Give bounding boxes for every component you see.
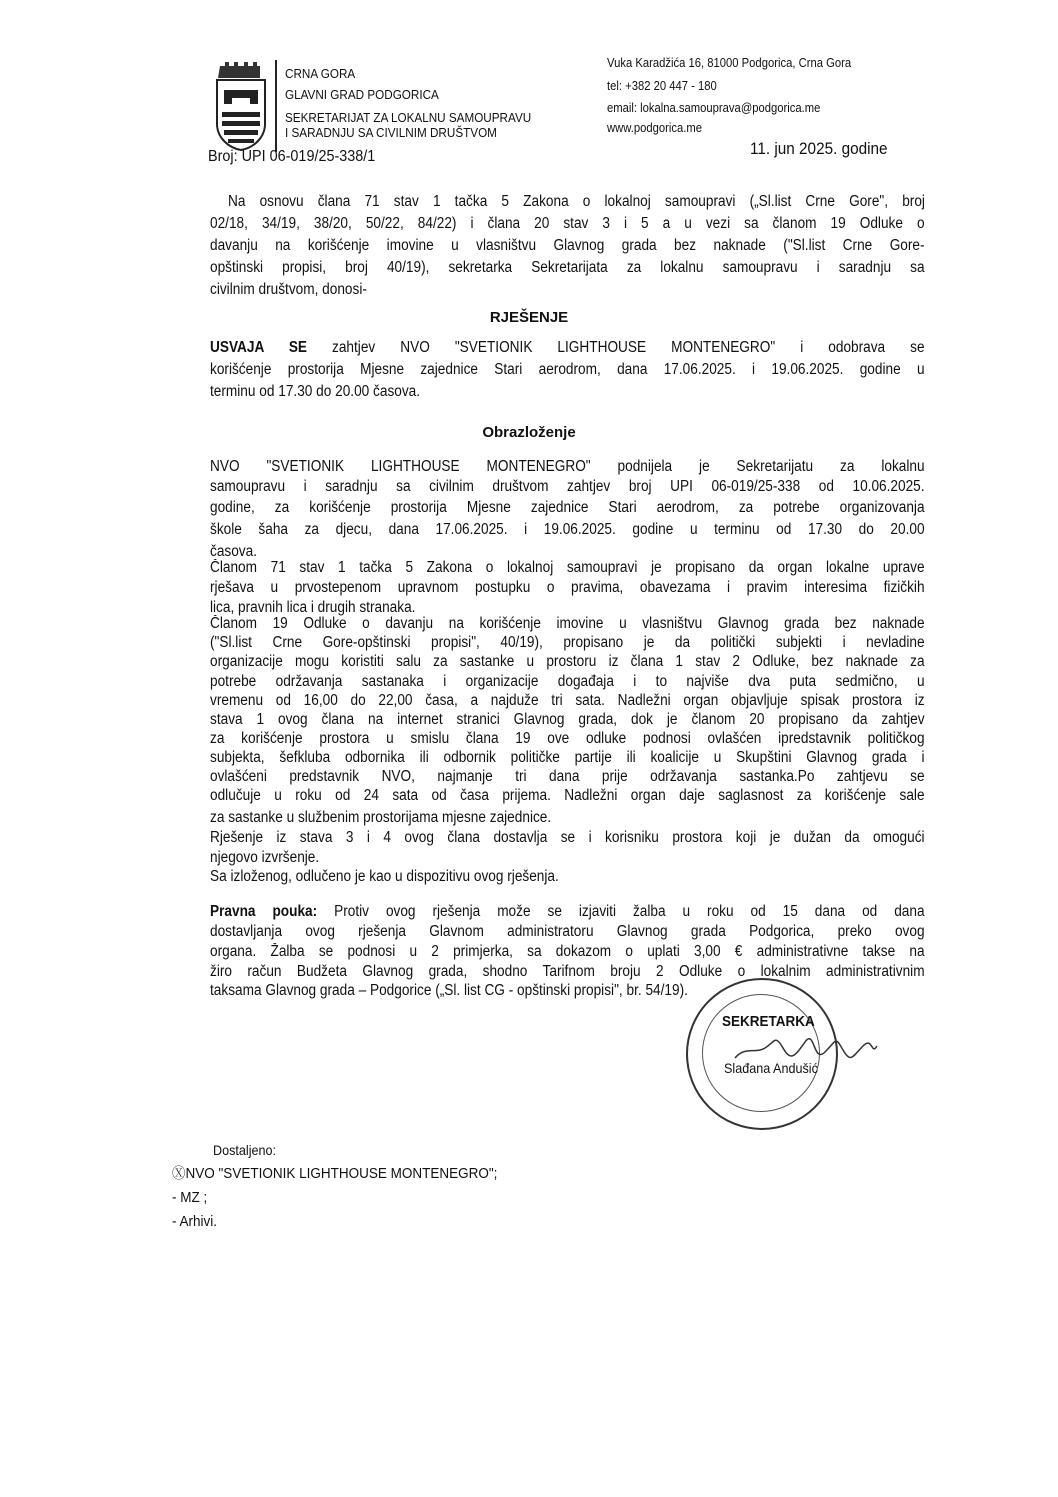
- document-date: 11. jun 2025. godine: [750, 139, 888, 158]
- org-secretariat-2: I SARADNJU SA CIVILNIM DRUŠTVOM: [285, 125, 497, 140]
- intro-line: 02/18, 34/19, 38/20, 50/22, 84/22) i člana 20 stav 3 i 5 a u vezi sa članom 19 Odluke o: [210, 215, 925, 232]
- reasoning-line: škole šaha za djecu, dana 17.06.2025. i 19.06.2025. godine u terminu od 17.30 do 20.00: [210, 521, 925, 538]
- decision-title: RJEŠENJE: [489, 309, 569, 326]
- legal-notice-line: organa. Žalba se podnosi u 2 primjerka, sa dokazom o uplati 3,00 € administrativne takse na: [210, 943, 925, 960]
- intro-line: Na osnovu člana 71 stav 1 tačka 5 Zakona o lokalnoj samoupravi („Sl.list Crne Gore", broj: [228, 193, 925, 210]
- reasoning-line: vremenu od 16,00 do 22,00 časa, a najduže tri sata. Nadležni organ objavljuje spisak prostora iz: [210, 692, 925, 709]
- reasoning-line: Rješenje iz stava 3 i 4 ovog člana dostavlja se i korisniku prostora koji je dužan da omogući: [210, 829, 925, 846]
- distribution-label: Dostaljeno:: [213, 1142, 277, 1158]
- contact-email: email: lokalna.samouprava@podgorica.me: [607, 101, 821, 115]
- reasoning-line: ovlašćeni predstavnik NVO, najmanje tri dana prije održavanja sastanka.Po zahtjevu se: [210, 768, 925, 785]
- reasoning-line: Članom 19 Odluke o davanju na korišćenje imovine u vlasništvu Glavnog grada bez naknade: [210, 615, 925, 632]
- reasoning-line: subjekta, šefkluba odbornika ili odbornik političke partije ili koalicije u Skupštini Glavnog grada i: [210, 749, 925, 766]
- header-divider: [275, 60, 277, 152]
- contact-address: Vuka Karadžića 16, 81000 Podgorica, Crna Gora: [607, 56, 852, 70]
- reasoning-line: NVO "SVETIONIK LIGHTHOUSE MONTENEGRO" podnijela je Sekretarijatu za lokalnu: [210, 458, 925, 475]
- legal-notice-line: žiro račun Budžeta Glavnog grada, shodno Tarifnom broju 2 Odluke o lokalnim administrativnim: [210, 963, 925, 980]
- intro-line: civilnim društvom, donosi-: [210, 281, 367, 298]
- reasoning-line: rješava u prvostepenom upravnom postupku o pravima, obavezama i pravim interesima fizičkih: [210, 579, 925, 596]
- org-city: GLAVNI GRAD PODGORICA: [285, 87, 439, 102]
- reasoning-line: Sa izloženog, odlučeno je kao u dispozitivu ovog rješenja.: [210, 868, 559, 885]
- reasoning-line: godine, za korišćenje prostorija Mjesne zajednice Stari aerodrom, za potrebe organizovanja: [210, 499, 925, 516]
- org-secretariat-1: SEKRETARIJAT ZA LOKALNU SAMOUPRAVU: [285, 110, 532, 125]
- check-mark-icon: Ⓧ: [172, 1165, 186, 1182]
- reasoning-line: za sastanke u službenim prostorijama mjesne zajednice.: [210, 809, 552, 826]
- reasoning-line: potrebe održavanja sastanaka i organizacije događaja i to najviše dva puta sedmično, u: [210, 673, 925, 690]
- signatory-title: SEKRETARKA: [722, 1013, 815, 1030]
- intro-line: davanju na korišćenje imovine u vlasništvu Glavnog grada bez naknade ("Sl.list Crne Gore-: [210, 237, 925, 254]
- legal-notice-line: Pravna pouka: Protiv ovog rješenja može se izjaviti žalba u roku od 15 dana od dana: [210, 903, 925, 920]
- intro-line: opštinski propisi, broj 40/19), sekretarka Sekretarijata za lokalnu samoupravu i saradnju sa: [210, 259, 925, 276]
- coat-of-arms-logo: [214, 60, 268, 152]
- decision-lead: USVAJA SE: [210, 339, 308, 356]
- decision-line: USVAJA SE zahtjev NVO "SVETIONIK LIGHTHOUSE MONTENEGRO" i odobrava se: [210, 339, 925, 356]
- org-country: CRNA GORA: [285, 66, 356, 81]
- reasoning-line: organizacije mogu koristiti salu za sastanke u prostoru iz člana 1 stav 2 Odluke, bez naknade za: [210, 653, 925, 670]
- decision-line: korišćenje prostorija Mjesne zajednice Stari aerodrom, dana 17.06.2025. i 19.06.2025. godine u: [210, 361, 925, 378]
- distribution-item: - Arhivi.: [172, 1213, 218, 1230]
- reasoning-title: Obrazloženje: [482, 424, 576, 441]
- document-number: Broj: UPI 06-019/25-338/1: [208, 148, 376, 165]
- reasoning-line: časova.: [210, 543, 258, 560]
- reasoning-line: ("Sl.list Crne Gore-opštinski propisi", 40/19), propisano je da politički subjekti i nevladine: [210, 634, 925, 651]
- legal-notice-line: dostavljanja ovog rješenja Glavnom administratoru Glavnog grada Podgorica, preko ovog: [210, 923, 925, 940]
- reasoning-line: njegovo izvršenje.: [210, 849, 320, 866]
- legal-notice-lead: Pravna pouka:: [210, 903, 318, 920]
- contact-phone: tel: +382 20 447 - 180: [607, 79, 717, 93]
- legal-notice-line: taksama Glavnog grada – Podgorice („Sl. list CG - opštinski propisi", br. 54/19).: [210, 982, 688, 999]
- signatory-name: Slađana Andušić: [724, 1060, 818, 1076]
- reasoning-line: odlučuje u roku od 24 sata od časa prijema. Nadležni organ daje saglasnost za korišćenje sale: [210, 787, 925, 804]
- reasoning-line: Članom 71 stav 1 tačka 5 Zakona o lokalnoj samoupravi je propisano da organ lokalne uprave: [210, 559, 925, 576]
- contact-website: www.podgorica.me: [607, 121, 703, 135]
- distribution-item: ⓍNVO "SVETIONIK LIGHTHOUSE MONTENEGRO";: [172, 1165, 498, 1182]
- distribution-item: - MZ ;: [172, 1189, 208, 1206]
- decision-line: terminu od 17.30 do 20.00 časova.: [210, 383, 421, 400]
- reasoning-line: samoupravu i saradnju sa civilnim društvom zahtjev broj UPI 06-019/25-338 od 10.06.2025.: [210, 478, 925, 495]
- reasoning-line: za korišćenje prostora u smislu člana 19 ove odluke podnosi ovlašćen ipredstavnik političkog: [210, 730, 925, 747]
- reasoning-line: stava 1 ovog člana na internet stranici Glavnog grada, dok je članom 20 propisano da zahtjev: [210, 711, 925, 728]
- reasoning-line: lica, pravnih lica i drugih stranaka.: [210, 599, 416, 616]
